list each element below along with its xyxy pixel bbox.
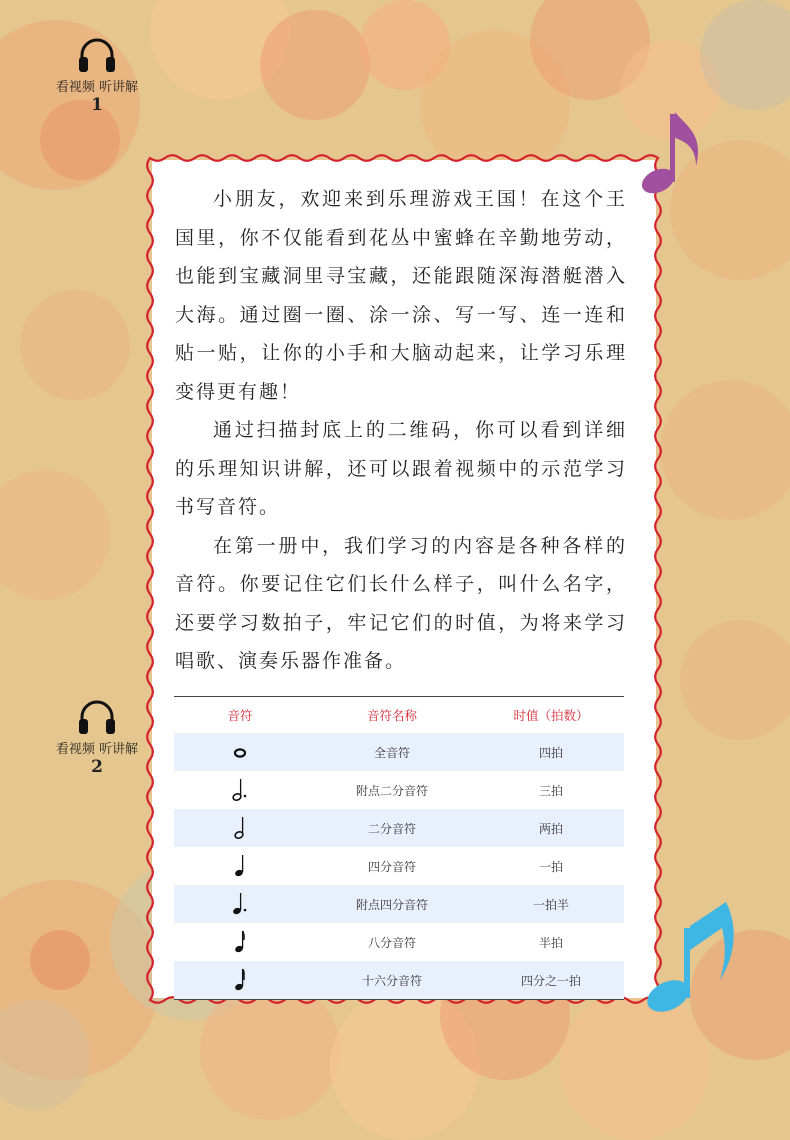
whole-note-icon bbox=[174, 733, 306, 771]
note-value: 三拍 bbox=[538, 783, 563, 798]
col-header-symbol: 音符 bbox=[227, 708, 253, 723]
video-badge-number: 1 bbox=[91, 95, 103, 115]
quarter-note-icon bbox=[174, 847, 306, 885]
note-name: 二分音符 bbox=[306, 809, 478, 847]
note-name: 附点四分音符 bbox=[306, 885, 478, 923]
note-value: 一拍 bbox=[538, 859, 563, 874]
blue-music-note-icon bbox=[640, 898, 740, 1018]
dotted-quarter-note-icon bbox=[174, 885, 306, 923]
video-badge-label: 看视频 听讲解 bbox=[55, 80, 139, 95]
table-row bbox=[174, 809, 624, 847]
col-header-name: 音符名称 bbox=[366, 708, 417, 723]
note-value: 半拍 bbox=[538, 935, 563, 950]
table-row bbox=[174, 961, 624, 1000]
video-badge-number: 2 bbox=[91, 757, 103, 777]
video-badge-label: 看视频 听讲解 bbox=[55, 742, 139, 757]
note-value: 两拍 bbox=[478, 809, 624, 847]
note-value: 四拍 bbox=[478, 733, 624, 771]
intro-paragraph: 通过扫描封底上的二维码，你可以看到详细的乐理知识讲解，还可以跟着视频中的示范学习书写音符。 bbox=[175, 419, 627, 518]
table-header-row bbox=[174, 697, 624, 734]
note-values-table bbox=[174, 696, 624, 1000]
eighth-note-icon bbox=[174, 923, 306, 961]
dotted-half-note-icon bbox=[174, 771, 306, 809]
note-name: 附点二分音符 bbox=[355, 783, 428, 798]
table-row bbox=[174, 733, 624, 771]
table-row bbox=[174, 847, 624, 885]
note-name: 八分音符 bbox=[367, 935, 416, 950]
note-name: 四分音符 bbox=[367, 859, 416, 874]
purple-music-note-icon bbox=[636, 104, 706, 198]
note-value: 四分之一拍 bbox=[478, 961, 624, 1000]
intro-paragraph: 小朋友，欢迎来到乐理游戏王国！在这个王国里，你不仅能看到花丛中蜜蜂在辛勤地劳动，也能到宝藏洞里寻宝藏，还能跟随深海潜艇潜入大海。通过圈一圈、涂一涂、写一写、连一连和贴一贴，让你的小手和大脑动起来，让学习乐理变得更有趣！ bbox=[175, 188, 627, 403]
table-row bbox=[174, 885, 624, 923]
col-header-value: 时值（拍数） bbox=[513, 708, 589, 723]
note-name: 全音符 bbox=[306, 733, 478, 771]
half-note-icon bbox=[174, 809, 306, 847]
note-value: 一拍半 bbox=[478, 885, 624, 923]
table-row bbox=[174, 923, 624, 961]
table-row bbox=[174, 771, 624, 809]
intro-text bbox=[175, 180, 627, 681]
intro-paragraph: 在第一册中，我们学习的内容是各种各样的音符。你要记住它们长什么样子，叫什么名字，还要学习数拍子，牢记它们的时值，为将来学习唱歌、演奏乐器作准备。 bbox=[175, 534, 627, 672]
note-name: 十六分音符 bbox=[306, 961, 478, 1000]
sixteenth-note-icon bbox=[174, 961, 306, 1000]
